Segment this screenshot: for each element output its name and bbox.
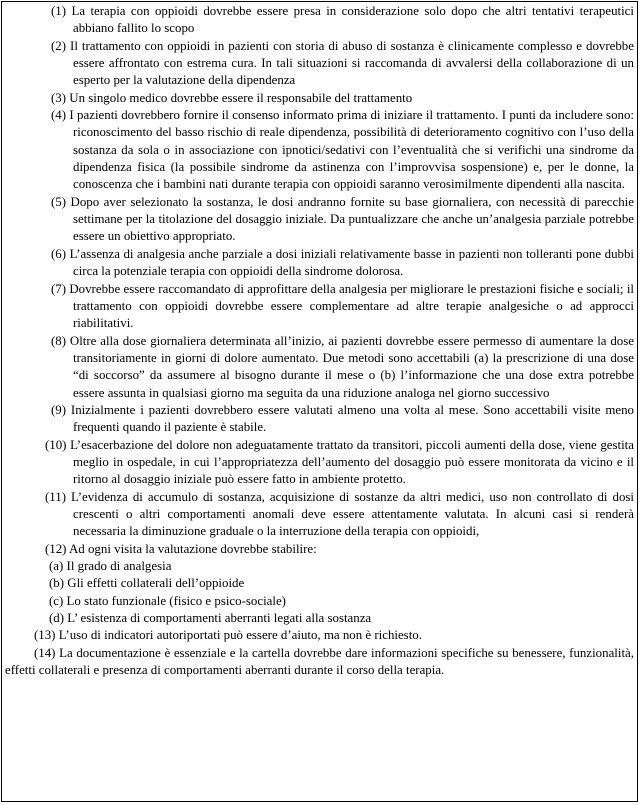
item-text: L’uso di indicatori autoriportati può essere d’aiuto, ma non è richiesto. xyxy=(58,628,422,643)
sub-list-item xyxy=(5,610,634,627)
list-item xyxy=(5,489,634,541)
item-text: Un singolo medico dovrebbe essere il responsabile del trattamento xyxy=(69,90,413,105)
item-number: (12) xyxy=(45,541,67,556)
item-number: (10) xyxy=(45,437,67,452)
item-number: (14) xyxy=(34,645,56,660)
document-frame xyxy=(1,1,638,802)
item-text: L’assenza di analgesia anche parziale a dosi iniziali relativamente basse in pazienti non tolleranti pone dubbi circa la potenziale terapia con oppioidi della sindrome dolorosa. xyxy=(69,246,634,279)
item-number: (1) xyxy=(51,4,67,18)
list-item xyxy=(5,107,634,194)
item-number: (8) xyxy=(51,333,67,348)
list-item xyxy=(5,3,634,38)
item-text: Gli effetti collaterali dell’oppioide xyxy=(67,576,245,591)
item-text: La documentazione è essenziale e la cartella dovrebbe dare informazioni specifiche su benessere, funzionalità, effetti collaterali e presenza di comportamenti aberranti durante il corso della terapia. xyxy=(5,645,634,678)
list-item xyxy=(5,90,634,107)
item-number: (11) xyxy=(45,489,66,504)
item-number: (7) xyxy=(51,281,67,296)
item-text: I pazienti dovrebbero fornire il consenso informato prima di iniziare il trattamento. I punti da includere sono: riconoscimento del basso rischio di reale dipendenza, possibilità di deterioramento cognitivo con l’uso della sostanza da sola o in associazione con ipnotici/sedativi con l’eventualità che si verifichi una sindrome da dipendenza fisica (la possibile sindrome da astinenza con l’improvvisa sospensione) e, per le donne, la conoscenza che i bambini nati durante terapia con oppioidi saranno verosimilmente dipendenti alla nascita. xyxy=(69,108,634,192)
list-item xyxy=(5,645,634,680)
item-number: (3) xyxy=(51,90,67,105)
sub-list-item xyxy=(5,575,634,592)
item-text: Ad ogni visita la valutazione dovrebbe stabilire: xyxy=(69,541,317,556)
list-item xyxy=(5,194,634,246)
list-item xyxy=(5,281,634,333)
item-text: Dopo aver selezionato la sostanza, le dosi andranno fornite su base giornaliera, con necessità di parecchie settimane per la titolazione del dosaggio iniziale. Da puntualizzare che anche un’analgesia parziale potrebbe essere un obiettivo appropriato. xyxy=(70,194,634,244)
sub-list-item xyxy=(5,558,634,575)
list-item xyxy=(5,437,634,489)
sub-list-item xyxy=(5,593,634,610)
item-number: (d) xyxy=(49,611,65,626)
list-item xyxy=(5,402,634,437)
item-number: (b) xyxy=(49,576,65,591)
list-item xyxy=(5,38,634,90)
item-text: Inizialmente i pazienti dovrebbero essere valutati almeno una volta al mese. Sono accettabili visite meno frequenti quando il paziente è stabile. xyxy=(70,402,634,435)
item-text: Oltre alla dose giornaliera determinata all’inizio, ai pazienti dovrebbe essere permesso di aumentare la dose transitoriamente in giorni di dolore aumentato. Due metodi sono accettabili (a) la prescrizione di una dose “di soccorso” da assumere al bisogno durante il mese o (b) l’informazione che una dose extra potrebbe essere assunta in qualsiasi giorno ma seguita da una riduzione analoga nel giorno successivo xyxy=(69,333,634,400)
item-text: Il trattamento con oppioidi in pazienti con storia di abuso di sostanza è clinicamente complesso e dovrebbe essere affrontato con estrema cura. In tali situazioni si raccomanda di avvalersi della collaborazione di un esperto per la valutazione della dipendenza xyxy=(70,38,634,88)
list-item xyxy=(5,627,634,644)
item-text: L’esacerbazione del dolore non adeguatamente trattato da transitori, piccoli aumenti della dose, viene gestita meglio in ospedale, in cui l’appropriatezza dell’aumento del dosaggio può essere monitorata da vicino e il ritorno al dosaggio iniziale può essere fatto in ambiente protetto. xyxy=(70,437,634,487)
item-number: (a) xyxy=(49,559,64,573)
item-text: Il grado di analgesia xyxy=(66,559,172,573)
item-text: Dovrebbe essere raccomandato di approfittare della analgesia per migliorare le prestazioni fisiche e sociali; il trattamento con oppioidi dovrebbe essere complementare ad altre terapie analgesiche o ad approcci riabilitativi. xyxy=(69,281,634,331)
item-number: (13) xyxy=(34,628,56,643)
item-text: La terapia con oppioidi dovrebbe essere presa in considerazione solo dopo che altri tentativi terapeutici abbiano fallito lo scopo xyxy=(71,4,634,36)
item-number: (2) xyxy=(51,38,67,53)
list-item xyxy=(5,246,634,281)
list-item xyxy=(5,541,634,558)
item-number: (4) xyxy=(51,108,67,123)
item-number: (6) xyxy=(51,246,67,261)
item-number: (c) xyxy=(49,593,64,608)
guidelines-list xyxy=(2,2,637,679)
item-text: L’evidenza di accumulo di sostanza, acquisizione di sostanze da altri medici, uso non controllato di dosi crescenti o altri comportamenti anomali deve essere attentamente valutata. In alcuni casi si renderà necessaria la diminuzione graduale o la interruzione della terapia con oppioidi, xyxy=(71,489,634,539)
item-text: Lo stato funzionale (fisico e psico-sociale) xyxy=(66,593,286,608)
list-item xyxy=(5,333,634,402)
item-number: (9) xyxy=(51,402,67,417)
item-text: L’ esistenza di comportamenti aberranti legati alla sostanza xyxy=(67,611,372,626)
item-number: (5) xyxy=(51,194,67,209)
